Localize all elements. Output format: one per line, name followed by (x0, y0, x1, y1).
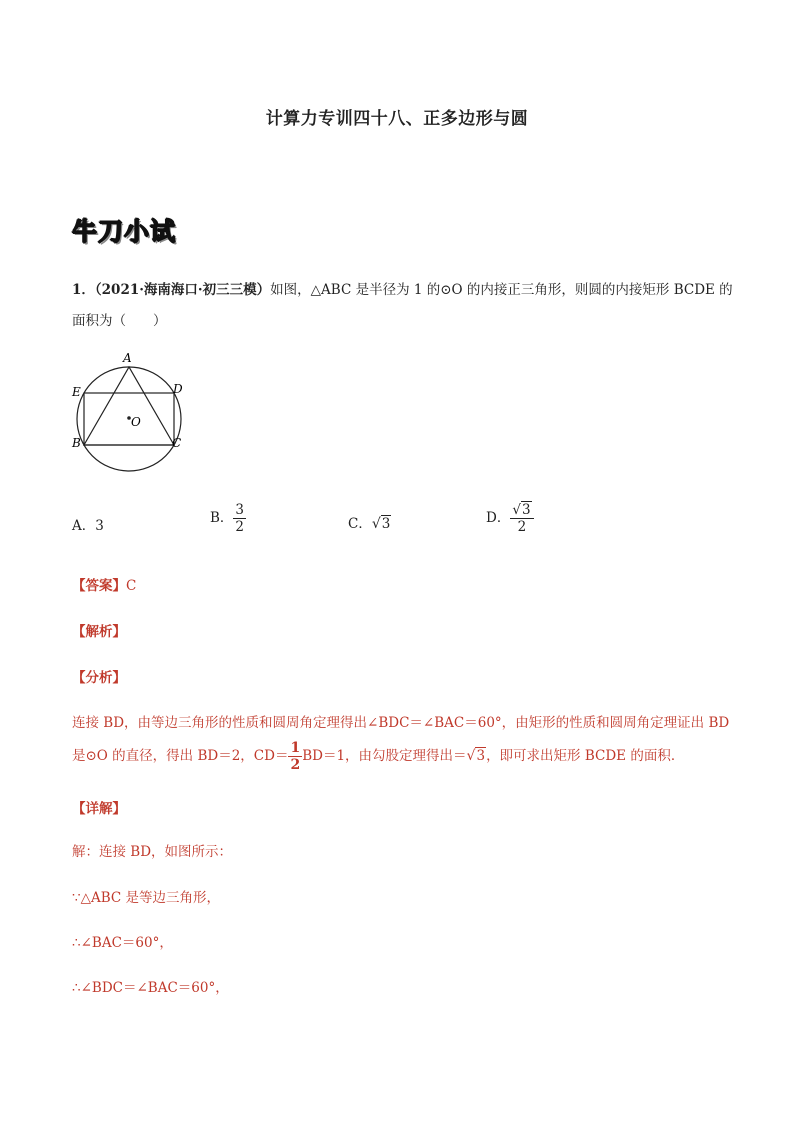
option-c-label: C． (348, 516, 372, 532)
question-stem-1: 如图，△ABC 是半径为 1 的⊙O 的内接正三角形，则圆的内接矩形 BCDE 的 (270, 282, 733, 298)
answer-row (72, 574, 136, 594)
detail-line: ∵△ABC 是等边三角形， (72, 890, 221, 906)
option-d-radicand: 3 (521, 502, 531, 518)
analysis-tag: 【分析】 (72, 670, 126, 686)
analysis-line-2 (72, 740, 684, 773)
detail-line: ∴∠BDC＝∠BAC＝60°， (72, 980, 229, 996)
explain-tag: 【解析】 (72, 624, 126, 640)
analysis-text-c: ，即可求出矩形 BCDE 的面积． (486, 748, 685, 764)
option-d[interactable] (486, 502, 534, 535)
option-c[interactable] (348, 512, 391, 532)
option-b-label: B． (210, 510, 234, 526)
option-b-denominator: 2 (235, 519, 245, 535)
analysis-sqrt (467, 748, 487, 764)
question-line-2: 面积为（ ） (72, 313, 167, 329)
sqrt-sign-icon: √ (371, 516, 381, 532)
analysis-radicand: 3 (476, 748, 486, 764)
detail-line: ∴∠BAC＝60°， (72, 935, 173, 951)
label-b: B (72, 436, 81, 450)
geometry-figure (68, 348, 198, 473)
option-d-label: D． (486, 510, 511, 526)
sqrt-sign-icon: √ (466, 748, 476, 764)
analysis-line-1: 连接 BD，由等边三角形的性质和圆周角定理得出∠BDC＝∠BAC＝60°，由矩形的性质和圆周角定理证出 BD (72, 715, 730, 731)
label-e: E (72, 385, 81, 399)
option-b-fraction (233, 502, 246, 535)
label-a: A (123, 351, 132, 365)
page-title: 计算力专训四十八、正多边形与圆 (265, 109, 529, 129)
triangle-abc (84, 367, 174, 445)
label-d: D (173, 382, 183, 396)
option-a-label: A． (72, 518, 96, 534)
label-c: C (172, 436, 182, 450)
section-heading: 牛刀小试 (72, 217, 177, 246)
question-line-1 (72, 281, 733, 299)
option-b[interactable] (210, 502, 246, 535)
analysis-fraction-numerator: 1 (290, 740, 301, 756)
sqrt-sign-icon: √ (512, 502, 521, 518)
answer-tag: 【答案】 (72, 578, 126, 594)
option-d-numerator (510, 502, 533, 519)
option-d-fraction (510, 502, 533, 535)
detail-line: 解：连接 BD，如图所示： (72, 844, 233, 860)
answer-value: C (126, 578, 137, 594)
question-number: 1． (72, 282, 95, 298)
option-b-numerator: 3 (235, 502, 245, 518)
analysis-text-b: BD＝1，由勾股定理得出＝ (302, 748, 467, 764)
analysis-fraction-denominator: 2 (290, 757, 301, 773)
option-a-value: 3 (95, 518, 104, 534)
option-c-sqrt (372, 516, 392, 532)
question-source: （2021·海南海口·初三三模） (94, 282, 271, 298)
label-o: O (131, 415, 141, 429)
analysis-text-a: 是⊙O 的直径，得出 BD＝2，CD＝ (72, 748, 289, 764)
option-c-radicand: 3 (381, 516, 391, 532)
option-d-denominator: 2 (517, 519, 527, 535)
detail-tag: 【详解】 (72, 801, 126, 817)
analysis-fraction (288, 740, 302, 773)
option-a[interactable] (72, 514, 104, 534)
